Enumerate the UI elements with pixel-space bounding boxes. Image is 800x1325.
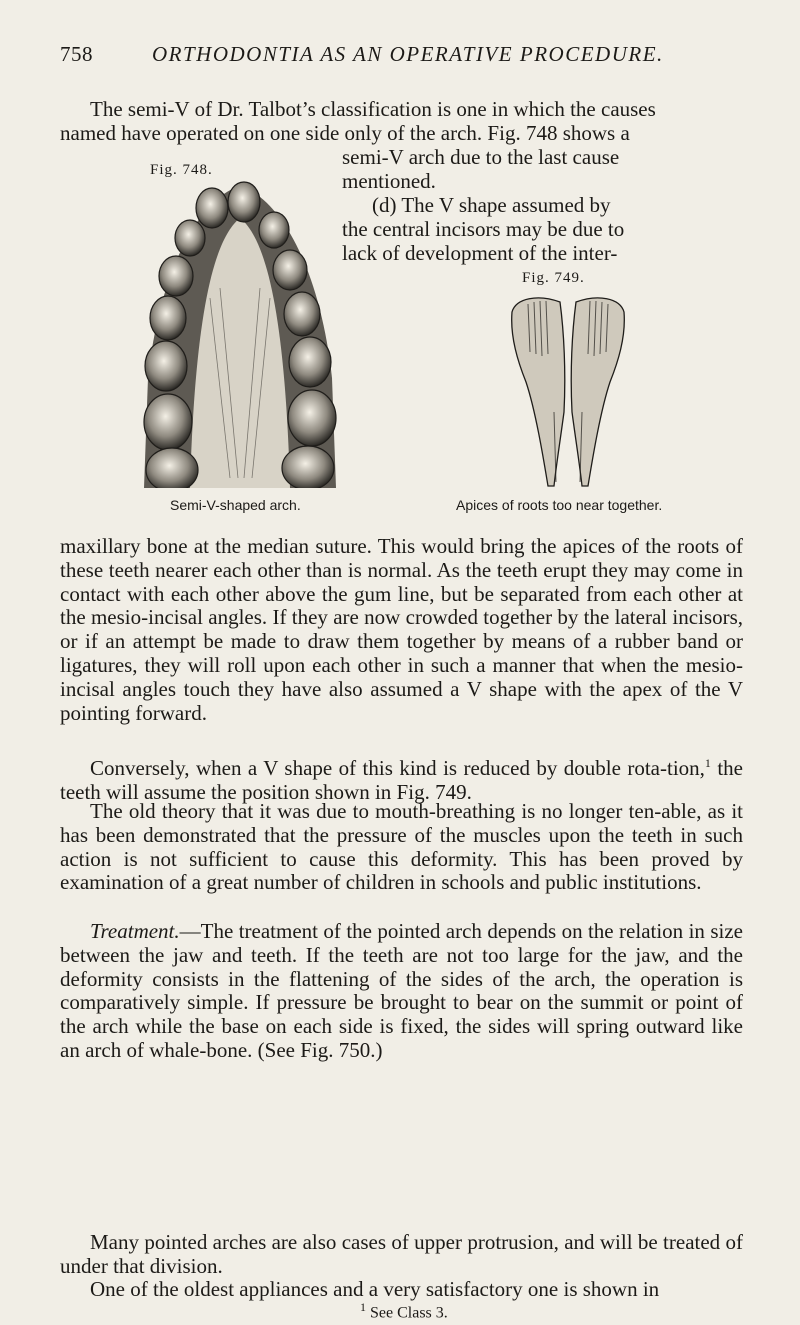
intro-line-3: semi-V arch due to the last cause bbox=[342, 145, 620, 169]
fig-749-caption: Apices of roots too near together. bbox=[456, 497, 663, 513]
fig-749-label: Fig. 749. bbox=[522, 270, 585, 286]
footnote-marker: 1 bbox=[360, 1300, 366, 1314]
treatment-heading: Treatment. bbox=[90, 919, 180, 943]
page-number: 758 bbox=[60, 42, 93, 66]
paragraph-3: The old theory that it was due to mouth-breathing is no longer ten-able, as it has been demonstrated that the pressure of the muscles upon the teeth in such action is not sufficient to cause this deformity. This has been proved by examination of a great number of children in schools and public institutions. bbox=[60, 799, 743, 895]
footnote-text: See Class 3. bbox=[366, 1304, 448, 1322]
intro-line-4: mentioned. bbox=[342, 169, 436, 193]
footnote-ref: 1 bbox=[704, 756, 711, 770]
intro-line-2: named have operated on one side only of the arch. Fig. 748 shows a bbox=[60, 121, 630, 145]
paragraph-4: Treatment.—The treatment of the pointed arch depends on the relation in size between the jaw and teeth. If the teeth are not too large for the jaw, and the deformity consists in the flattening of the sides of the arch, the operation is comparatively simple. If pressure be brought to bear on the summit or point of the arch while the base on each side is fixed, the sides will spring outward like an arch of whale-bone. (See Fig. 750.) bbox=[60, 919, 743, 1062]
intro-line-6: the central incisors may be due to bbox=[342, 217, 625, 241]
fig-749-incisor-roots-image bbox=[508, 292, 628, 488]
paragraph-5: Many pointed arches are also cases of upper protrusion, and will be treated of under that division. bbox=[60, 1230, 743, 1278]
paragraph-2: Conversely, when a V shape of this kind is reduced by double rota-tion,$^1$ the teeth will assume the position shown in Fig. 749. bbox=[60, 756, 743, 804]
page-header bbox=[60, 42, 760, 82]
paragraph-1: maxillary bone at the median suture. This would bring the apices of the roots of these teeth nearer each other than is normal. As the teeth erupt they may come in contact with each other above the gum line, but be separated from each other at the mesio-incisal angles. If they are now crowded together by the lateral incisors, or if an attempt be made to draw them together by means of a rubber band or ligatures, they will roll upon each other in such a manner that when the mesio-incisal angles touch they have also assumed a V shape with the apex of the V pointing forward. bbox=[60, 534, 743, 725]
fig-748-label: Fig. 748. bbox=[150, 162, 213, 178]
running-title: ORTHODONTIA AS AN OPERATIVE PROCEDURE. bbox=[152, 42, 664, 66]
intro-line-1: The semi-V of Dr. Talbot’s classification is one in which the causes bbox=[90, 97, 656, 121]
fig-748-semi-v-arch-image bbox=[140, 178, 340, 488]
intro-line-7: lack of development of the inter- bbox=[342, 241, 618, 265]
footnote bbox=[360, 1300, 448, 1322]
intro-line-5: (d) The V shape assumed by bbox=[372, 193, 611, 217]
fig-748-caption: Semi-V-shaped arch. bbox=[170, 497, 301, 513]
paragraph-6: One of the oldest appliances and a very satisfactory one is shown in bbox=[90, 1277, 660, 1301]
